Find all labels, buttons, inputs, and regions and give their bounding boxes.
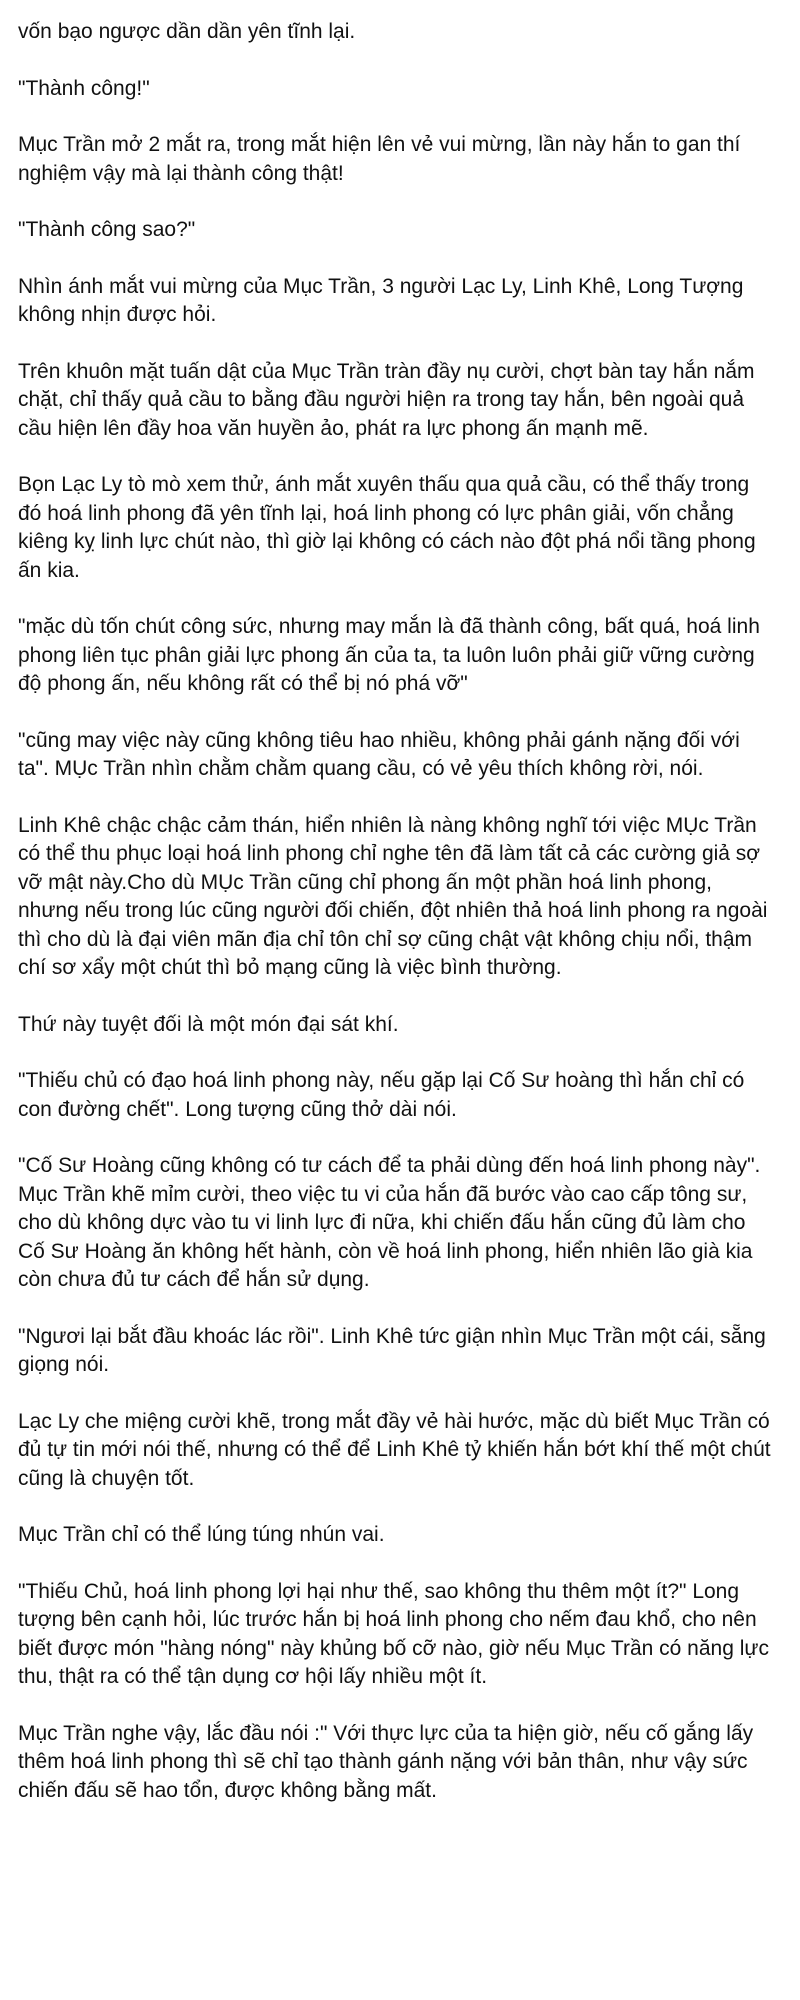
- paragraph: Bọn Lạc Ly tò mò xem thử, ánh mắt xuyên thấu qua quả cầu, có thể thấy trong đó hoá linh phong đã yên tĩnh lại, hoá linh phong có lực phân giải, vốn chẳng kiêng kỵ linh lực chút nào, thì giờ lại không có cách nào đột phá nổi tầng phong ấn kia.: [18, 473, 756, 582]
- paragraph: "Thành công!": [18, 76, 150, 100]
- paragraph: "Thành công sao?": [18, 218, 196, 241]
- paragraph: vốn bạo ngược dần dần yên tĩnh lại.: [18, 20, 356, 43]
- paragraph: Mục Trần nghe vậy, lắc đầu nói :" Với thực lực của ta hiện giờ, nếu cố gắng lấy thêm hoá linh phong thì sẽ chỉ tạo thành gánh nặng với bản thân, như vậy sức chiến đấu sẽ hao tổn, được không bằng mất.: [18, 1721, 754, 1802]
- paragraph: "mặc dù tốn chút công sức, nhưng may mắn là đã thành công, bất quá, hoá linh phong liên tục phân giải lực phong ấn của ta, ta luôn luôn phải giữ vững cường độ phong ấn, nếu không rất có thể bị nó phá vỡ": [18, 615, 760, 695]
- paragraph: "cũng may việc này cũng không tiêu hao nhiều, không phải gánh nặng đối với ta". MỤc Trần nhìn chằm chằm quang cầu, có vẻ yêu thích không rời, nói.: [18, 728, 740, 780]
- paragraph: Lạc Ly che miệng cười khẽ, trong mắt đầy vẻ hài hước, mặc dù biết Mục Trần có đủ tự tin mới nói thế, nhưng có thể để Linh Khê tỷ khiến hắn bớt khí thế một chút cũng là chuyện tốt.: [18, 1409, 771, 1490]
- paragraph: Linh Khê chậc chậc cảm thán, hiển nhiên là nàng không nghĩ tới việc MỤc Trần có thể thu phục loại hoá linh phong chỉ nghe tên đã làm tất cả các cường giả sợ vỡ mật này.Cho dù MỤc Trần cũng chỉ phong ấn một phần hoá linh phong, nhưng nếu trong lúc cũng người đối chiến, đột nhiên thả hoá linh phong ra ngoài thì cho dù là đại viên mãn địa chỉ tôn chỉ sợ cũng chật vật không chịu nổi, thậm chí sơ xẩy một chút thì bỏ mạng cũng là việc bình thường.: [18, 813, 768, 979]
- paragraph: Mục Trần mở 2 mắt ra, trong mắt hiện lên vẻ vui mừng, lần này hắn to gan thí nghiệm vậy mà lại thành công thật!: [18, 133, 741, 185]
- paragraph: Nhìn ánh mắt vui mừng của Mục Trần, 3 người Lạc Ly, Linh Khê, Long Tượng không nhịn được hỏi.: [18, 274, 744, 326]
- paragraph: "Thiếu chủ có đạo hoá linh phong này, nếu gặp lại Cố Sư hoàng thì hắn chỉ có con đường chết". Long tượng cũng thở dài nói.: [18, 1069, 745, 1121]
- paragraph: "Ngươi lại bắt đầu khoác lác rồi". Linh Khê tức giận nhìn Mục Trần một cái, sẵng giọng nói.: [18, 1324, 766, 1376]
- paragraph: Thứ này tuyệt đối là một món đại sát khí.: [18, 1012, 399, 1036]
- paragraph: Trên khuôn mặt tuấn dật của Mục Trần tràn đầy nụ cười, chợt bàn tay hắn nắm chặt, chỉ thấy quả cầu to bằng đầu người hiện ra trong tay hắn, bên ngoài quả cầu hiện lên đầy hoa văn huyền ảo, phát ra lực phong ấn mạnh mẽ.: [18, 359, 755, 440]
- paragraph: "Cố Sư Hoàng cũng không có tư cách để ta phải dùng đến hoá linh phong này". Mục Trần khẽ mỉm cười, theo việc tu vi của hắn đã bước vào cao cấp tông sư, cho dù không dực vào tu vi linh lực đi nữa, khi chiến đấu hắn cũng đủ làm cho Cố Sư Hoàng ăn không hết hành, còn về hoá linh phong, hiển nhiên lão già kia còn chưa đủ tư cách để hắn sử dụng.: [18, 1154, 761, 1291]
- paragraph: "Thiếu Chủ, hoá linh phong lợi hại như thế, sao không thu thêm một ít?" Long tượng bên cạnh hỏi, lúc trước hắn bị hoá linh phong cho nếm đau khổ, cho nên biết được món "hàng nóng" này khủng bố cỡ nào, giờ nếu Mục Trần có năng lực thu, thật ra có thể tận dụng cơ hội lấy nhiều một ít.: [18, 1579, 769, 1688]
- paragraph: Mục Trần chỉ có thể lúng túng nhún vai.: [18, 1523, 385, 1546]
